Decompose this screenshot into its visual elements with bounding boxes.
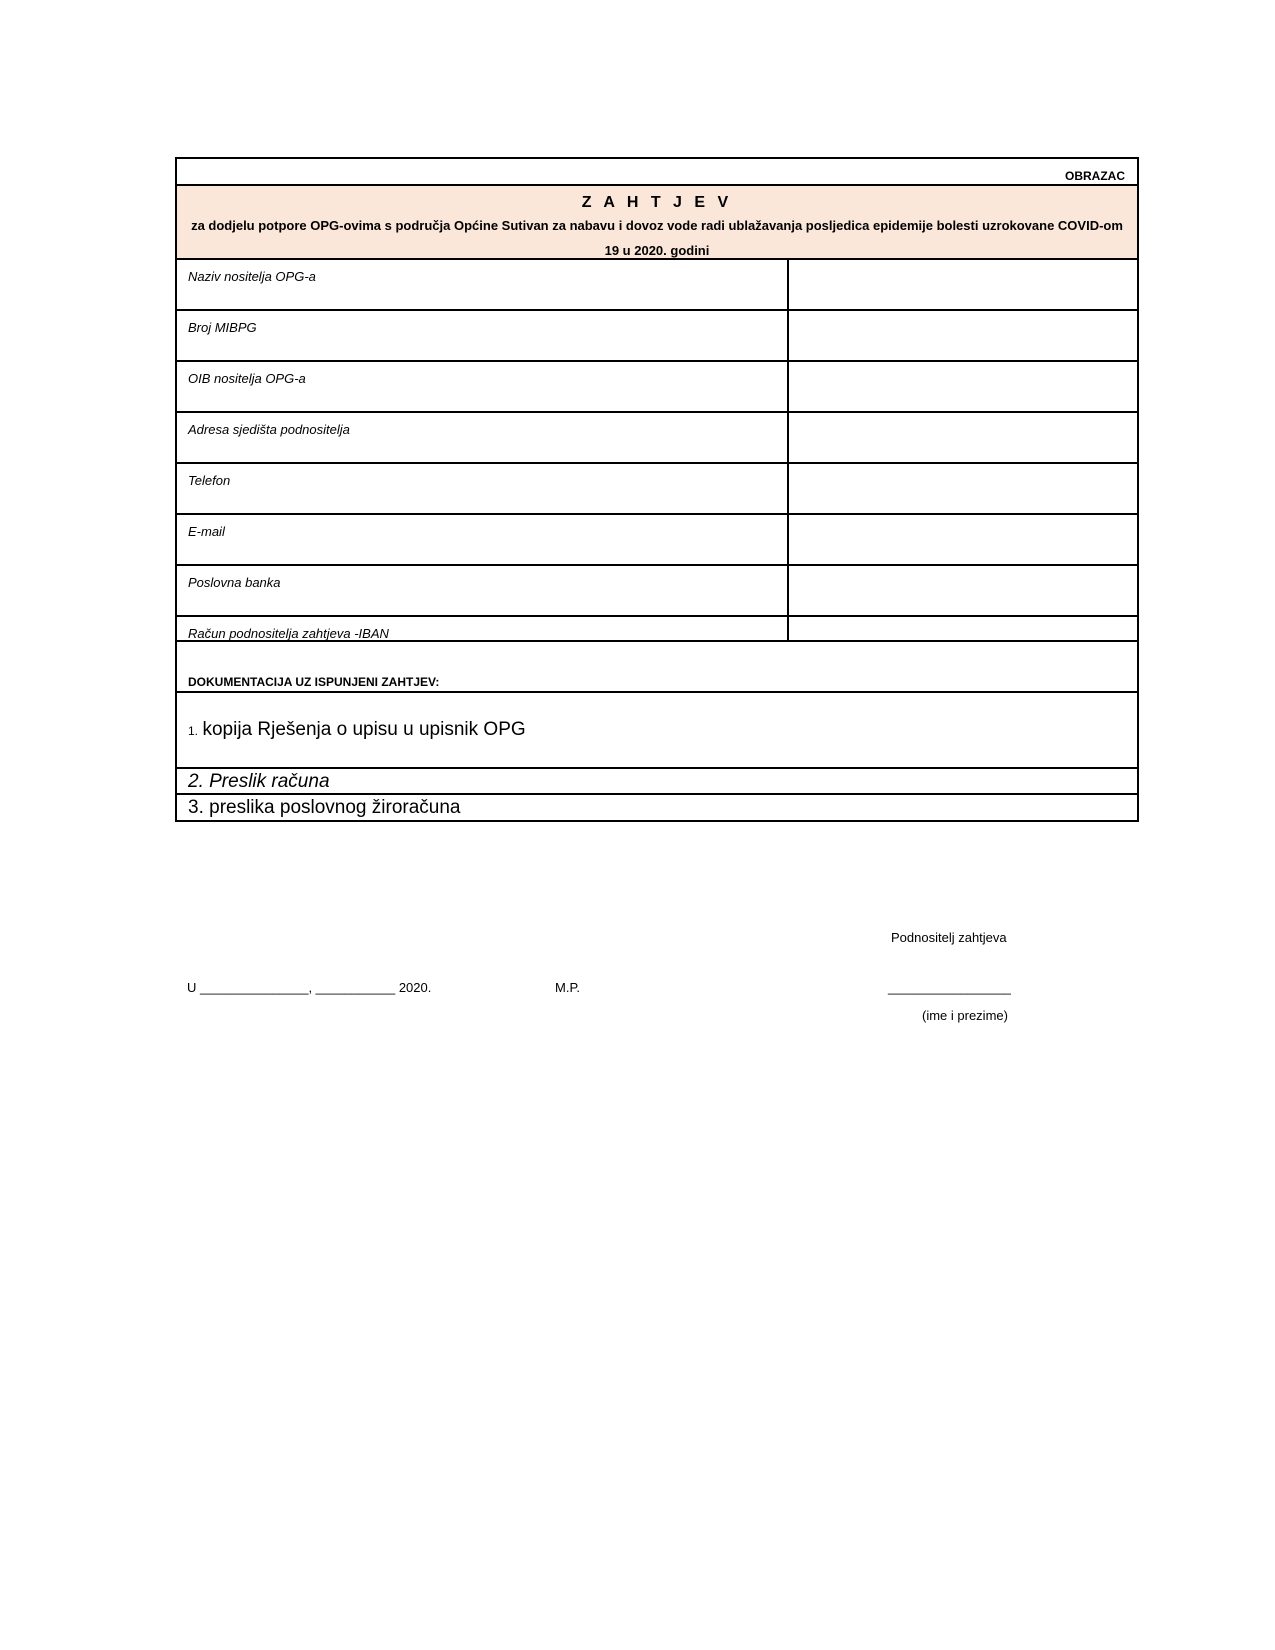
field-label: Broj MIBPG bbox=[177, 311, 789, 360]
documentation-item-text: kopija Rješenja o upisu u upisnik OPG bbox=[202, 719, 526, 740]
field-value-banka[interactable] bbox=[789, 566, 1137, 615]
field-value-oib[interactable] bbox=[789, 362, 1137, 411]
field-row-telefon bbox=[177, 464, 1137, 515]
form-title: Z A H T J E V bbox=[581, 194, 733, 211]
field-value-mibpg[interactable] bbox=[789, 311, 1137, 360]
form-header bbox=[177, 186, 1137, 260]
documentation-item-1 bbox=[177, 693, 1137, 769]
form-type-label: OBRAZAC bbox=[1065, 169, 1125, 183]
place-date-line: U _______________, ___________ 2020. bbox=[187, 980, 432, 995]
field-value-telefon[interactable] bbox=[789, 464, 1137, 513]
field-label: Naziv nositelja OPG-a bbox=[177, 260, 789, 309]
documentation-item-3: 3. preslika poslovnog žiroračuna bbox=[188, 797, 461, 818]
documentation-header-row bbox=[177, 642, 1137, 693]
request-form bbox=[175, 157, 1139, 822]
signature-name-label: (ime i prezime) bbox=[922, 1008, 1008, 1023]
field-row-banka bbox=[177, 566, 1137, 617]
field-row-naziv bbox=[177, 260, 1137, 311]
signature-line: _________________ bbox=[888, 980, 1011, 995]
field-label: Poslovna banka bbox=[177, 566, 789, 615]
stamp-label: M.P. bbox=[555, 980, 581, 995]
field-row-iban bbox=[177, 617, 1137, 642]
form-subtitle: za dodjelu potpore OPG-ovima s područja Općine Sutivan za nabavu i dovoz vode radi ublažavanja posljedica epidemije bolesti uzrokovane COVID-om 19 u 2020. godini bbox=[191, 218, 1123, 258]
field-row-adresa bbox=[177, 413, 1137, 464]
field-value-adresa[interactable] bbox=[789, 413, 1137, 462]
field-row-oib bbox=[177, 362, 1137, 413]
field-row-mibpg bbox=[177, 311, 1137, 362]
field-label: E-mail bbox=[177, 515, 789, 564]
field-label: Račun podnositelja zahtjeva -IBAN bbox=[177, 617, 789, 640]
field-label: Adresa sjedišta podnositelja bbox=[177, 413, 789, 462]
field-label: Telefon bbox=[177, 464, 789, 513]
field-value-email[interactable] bbox=[789, 515, 1137, 564]
field-row-email bbox=[177, 515, 1137, 566]
documentation-item-number: 1. bbox=[188, 724, 199, 738]
documentation-header: DOKUMENTACIJA UZ ISPUNJENI ZAHTJEV: bbox=[188, 675, 440, 689]
field-value-naziv[interactable] bbox=[789, 260, 1137, 309]
signature-title: Podnositelj zahtjeva bbox=[891, 930, 1007, 945]
field-value-iban[interactable] bbox=[789, 617, 1137, 640]
documentation-item-2: 2. Preslik računa bbox=[177, 769, 1137, 795]
form-type-row bbox=[177, 159, 1137, 186]
field-label: OIB nositelja OPG-a bbox=[177, 362, 789, 411]
